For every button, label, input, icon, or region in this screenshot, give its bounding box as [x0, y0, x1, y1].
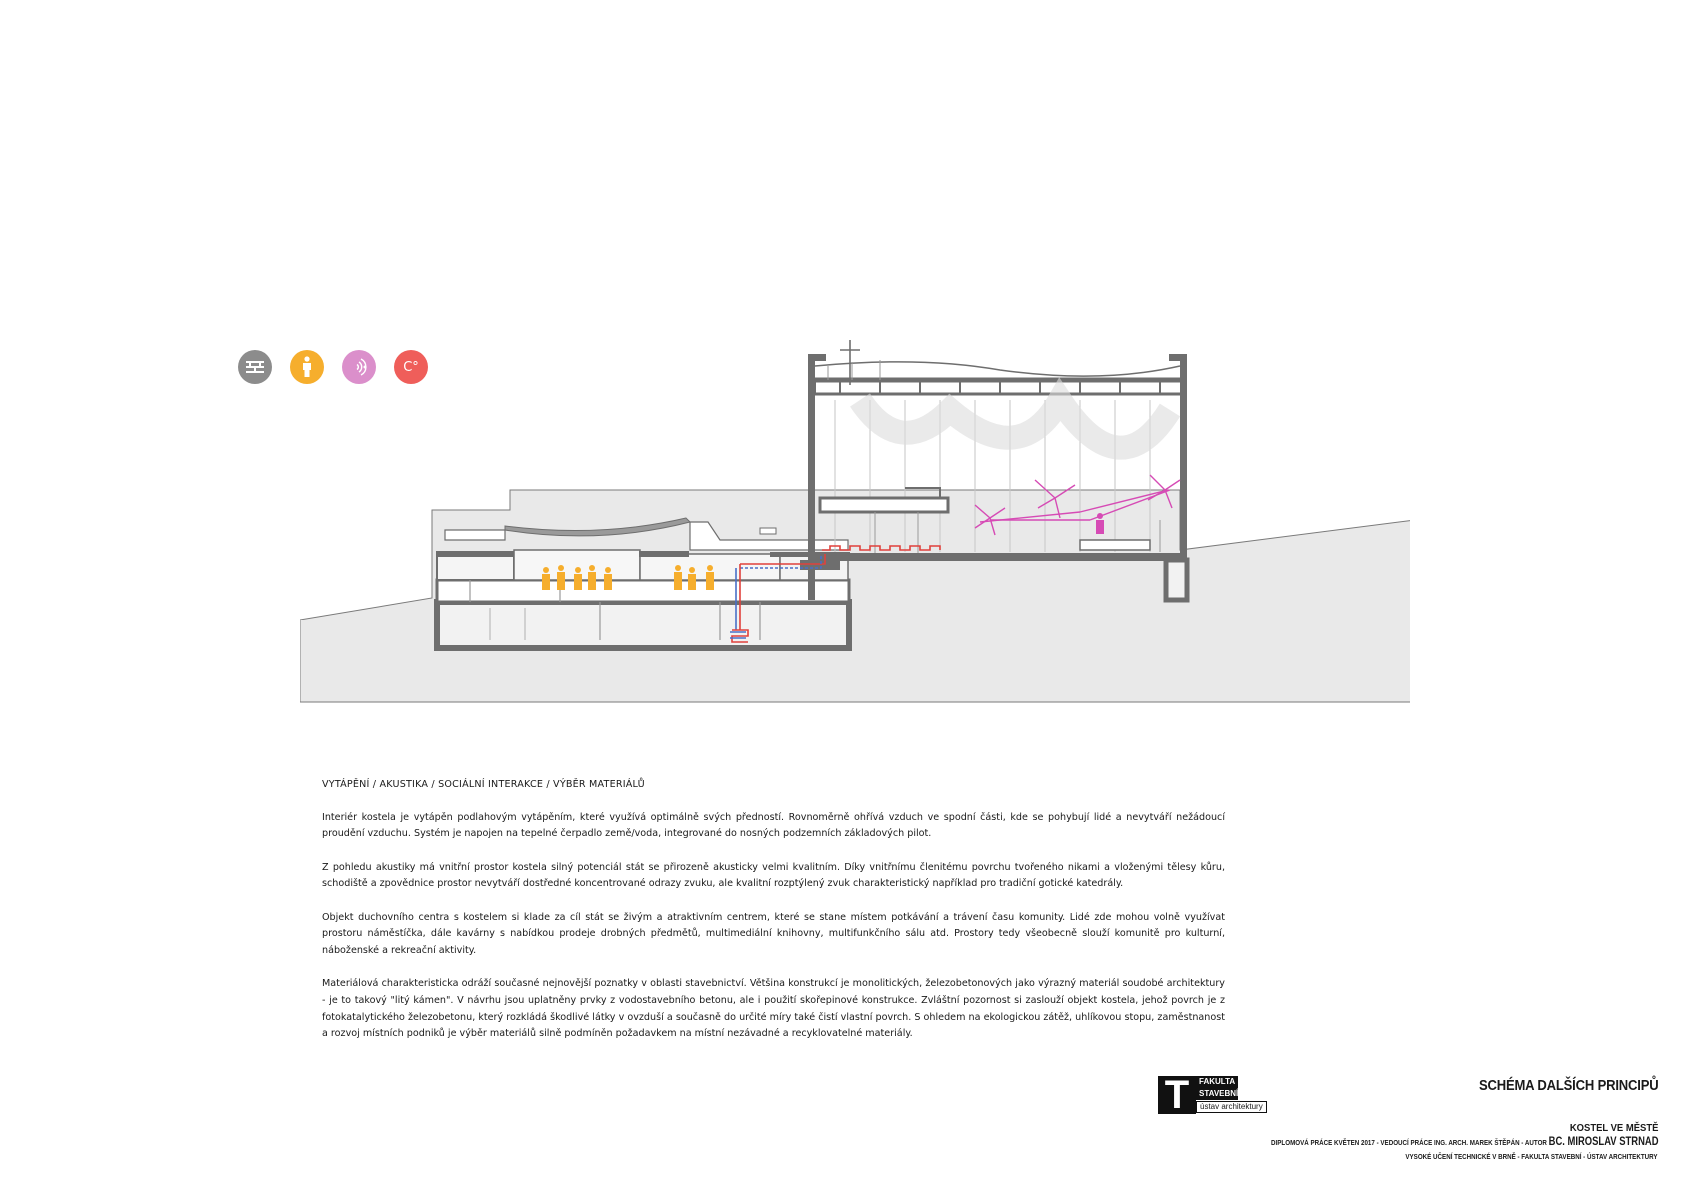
logo-line-3: ústav architektury — [1196, 1101, 1267, 1113]
person-figure — [674, 565, 682, 590]
author-name: BC. MIROSLAV STRNAD — [1548, 1136, 1658, 1148]
person-figure — [557, 565, 565, 590]
paragraph-acoustics: Z pohledu akustiky má vnitřní prostor kostela silný potenciál stát se přirozeně akusticky velmi kvalitním. Díky vnitřnímu členitému povrchu tvořeného nikami a vloženými tělesy kůru, schodiště a zpovědnice prostor nevytváří dostředné koncentrované odrazy zvuku, ale kvalitní rozptýlený zvuk charakteristický například pro tradiční gotické katedrály. — [322, 861, 1225, 890]
project-title: KOSTEL VE MĚSTĚ — [1569, 1122, 1658, 1134]
thesis-info-text: DIPLOMOVÁ PRÁCE KVĚTEN 2017 - VEDOUCÍ PRÁCE ING. ARCH. MAREK ŠTĚPÁN - AUTOR — [1270, 1138, 1547, 1147]
section-heading: VYTÁPĚNÍ / AKUSTIKA / SOCIÁLNÍ INTERAKCE / VÝBĚR MATERIÁLŮ — [322, 779, 645, 790]
school-info: VYSOKÉ UČENÍ TECHNICKÉ V BRNĚ - FAKULTA STAVEBNÍ - ÚSTAV ARCHITEKTURY — [1405, 1152, 1658, 1161]
logo-mark: T — [1158, 1076, 1196, 1114]
paragraph-heating: Interiér kostela je vytápěn podlahovým vytápěním, které využívá optimálně svých předností. Rovnoměrně ohřívá vzduch ve spodní části, kde se pohybují lidé a nevytváří nežádoucí proudění vzduchu. Systém je napojen na tepelné čerpadlo země/voda, integrované do nosných podzemních základových pilot. — [322, 811, 1225, 840]
church — [800, 340, 1187, 600]
thesis-info — [1271, 1136, 1658, 1148]
person-figure — [604, 567, 612, 590]
person-figure — [706, 565, 714, 590]
sheet-title: SCHÉMA DALŠÍCH PRINCIPŮ — [1478, 1078, 1658, 1094]
building-section-drawing — [300, 340, 1410, 710]
person-figure — [688, 567, 696, 590]
faculty-logo — [1158, 1073, 1267, 1117]
logo-line-1: FAKULTA — [1196, 1076, 1238, 1088]
person-figure — [542, 567, 550, 590]
text-block — [322, 777, 1225, 1059]
paragraph-materials: Materiálová charakteristicka odráží současné nejnovější poznatky v oblasti stavebnictví. Většina konstrukcí je monolitických, železobetonových jako výrazný materiál soudobé architektury - je to takový "litý kámen". V návrhu jsou uplatněny prvky z vodostavebního betonu, ale i použití skořepinové konstrukce. Zvláštní pozornost si zaslouží objekt kostela, jehož povrch je z fotokatalytického železobetonu, který rozkládá škodlivé látky v ovzduší a současně do určité míry také čistí vlastní povrch. S ohledem na ekologickou zátěž, uhlíkovou stopu, zaměstnanost a rozvoj místních podniků je výběr materiálů silně podmíněn požadavkem na místní nezávadné a recyklovatelné materiály. — [322, 978, 1225, 1040]
title-block — [1158, 1073, 1658, 1166]
person-figure — [588, 565, 596, 590]
acoustic-source — [1096, 513, 1104, 534]
person-figure — [574, 567, 582, 590]
heating-icon — [238, 350, 272, 384]
logo-line-2: STAVEBNÍ — [1196, 1088, 1238, 1100]
temperature-label: C° — [403, 359, 419, 375]
paragraph-social: Objekt duchovního centra s kostelem si klade za cíl stát se živým a atraktivním centrem, které se stane místem potkávání a trávení času komunity. Lidé zde mohou volně využívat prostoru náměstíčka, dále kavárny s nabídkou prodeje drobných předmětů, multimediální knihovny, multifunkčního sálu atd. Prostory tedy všeobecně slouží komunitě pro kulturní, náboženské a rekreační aktivity. — [322, 911, 1225, 956]
